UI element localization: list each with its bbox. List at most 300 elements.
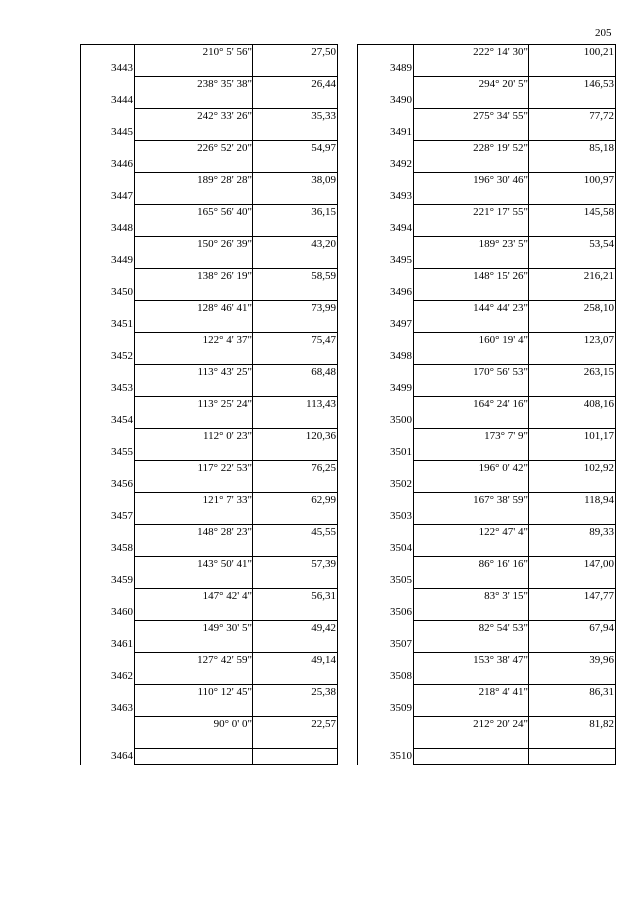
length-cell <box>253 173 337 205</box>
length-cell <box>529 685 615 717</box>
table-row <box>358 173 615 205</box>
table-row <box>81 333 337 365</box>
length-value: 58,59 <box>311 270 336 282</box>
angle-cell <box>135 461 253 493</box>
point-cell <box>358 461 414 493</box>
angle-cell <box>135 141 253 173</box>
page-number: 205 <box>595 27 612 39</box>
length-value: 120,36 <box>305 430 336 442</box>
point-number: 3489 <box>390 62 412 74</box>
table-row <box>81 653 337 685</box>
length-value: 216,21 <box>583 270 614 282</box>
length-cell <box>253 493 337 525</box>
point-cell <box>81 173 135 205</box>
angle-cell <box>135 237 253 269</box>
length-cell <box>253 461 337 493</box>
length-cell <box>253 237 337 269</box>
table-row <box>358 141 615 173</box>
point-number: 3493 <box>390 190 412 202</box>
table-row <box>358 589 615 621</box>
angle-value: 149° 30' 5" <box>202 622 252 634</box>
angle-value: 138° 26' 19" <box>197 270 252 282</box>
point-number: 3505 <box>390 574 412 586</box>
angle-value: 189° 28' 28" <box>197 174 252 186</box>
length-cell <box>529 77 615 109</box>
angle-value: 148° 28' 23" <box>197 526 252 538</box>
length-value: 54,97 <box>311 142 336 154</box>
point-cell <box>81 717 135 749</box>
point-number: 3500 <box>390 414 412 426</box>
table-row <box>358 301 615 333</box>
point-number: 3496 <box>390 286 412 298</box>
angle-value: 226° 52' 20" <box>197 142 252 154</box>
table-row <box>81 173 337 205</box>
length-cell <box>529 109 615 141</box>
angle-value: 196° 0' 42" <box>478 462 528 474</box>
table-row <box>81 365 337 397</box>
point-number: 3508 <box>390 670 412 682</box>
point-cell <box>81 557 135 589</box>
angle-cell <box>414 365 529 397</box>
length-value: 43,20 <box>311 238 336 250</box>
angle-value: 83° 3' 15" <box>484 590 528 602</box>
angle-value: 122° 4' 37" <box>202 334 252 346</box>
point-number: 3510 <box>390 750 412 762</box>
angle-cell <box>135 397 253 429</box>
point-number: 3452 <box>111 350 133 362</box>
length-cell <box>529 525 615 557</box>
length-value: 53,54 <box>589 238 614 250</box>
table-row <box>81 301 337 333</box>
point-cell <box>81 205 135 237</box>
length-value: 102,92 <box>583 462 614 474</box>
point-number: 3499 <box>390 382 412 394</box>
point-number: 3498 <box>390 350 412 362</box>
angle-cell <box>414 269 529 301</box>
angle-cell <box>135 749 253 765</box>
length-value: 89,33 <box>589 526 614 538</box>
point-number: 3451 <box>111 318 133 330</box>
length-cell <box>253 301 337 333</box>
length-value: 147,00 <box>583 558 614 570</box>
point-cell <box>81 653 135 685</box>
table-row <box>81 493 337 525</box>
length-value: 85,18 <box>589 142 614 154</box>
angle-cell <box>135 717 253 749</box>
point-cell <box>358 525 414 557</box>
point-cell <box>81 109 135 141</box>
point-number: 3455 <box>111 446 133 458</box>
angle-value: 90° 0' 0" <box>213 718 252 730</box>
point-cell <box>81 301 135 333</box>
angle-cell <box>414 525 529 557</box>
angle-cell <box>135 429 253 461</box>
length-cell <box>529 653 615 685</box>
point-number: 3458 <box>111 542 133 554</box>
length-value: 263,15 <box>583 366 614 378</box>
table-row <box>358 397 615 429</box>
angle-value: 86° 16' 16" <box>478 558 528 570</box>
length-value: 45,55 <box>311 526 336 538</box>
angle-value: 210° 5' 56" <box>202 46 252 58</box>
table-row <box>358 557 615 589</box>
angle-cell <box>135 205 253 237</box>
angle-cell <box>135 269 253 301</box>
length-cell <box>529 141 615 173</box>
point-number: 3450 <box>111 286 133 298</box>
point-number: 3457 <box>111 510 133 522</box>
length-cell <box>529 301 615 333</box>
point-number: 3507 <box>390 638 412 650</box>
length-cell <box>529 429 615 461</box>
angle-value: 189° 23' 5" <box>478 238 528 250</box>
length-value: 258,10 <box>583 302 614 314</box>
point-number: 3460 <box>111 606 133 618</box>
length-value: 81,82 <box>589 718 614 730</box>
point-cell <box>81 429 135 461</box>
point-cell <box>358 301 414 333</box>
length-value: 67,94 <box>589 622 614 634</box>
point-cell <box>358 269 414 301</box>
angle-cell <box>414 301 529 333</box>
table-row <box>358 77 615 109</box>
point-cell <box>81 269 135 301</box>
point-number: 3490 <box>390 94 412 106</box>
right-coordinates-table <box>357 44 616 765</box>
length-cell <box>529 205 615 237</box>
angle-cell <box>414 717 529 749</box>
angle-value: 113° 25' 24" <box>197 398 252 410</box>
point-number: 3453 <box>111 382 133 394</box>
table-row <box>358 269 615 301</box>
angle-value: 153° 38' 47" <box>473 654 528 666</box>
table-row <box>358 525 615 557</box>
angle-cell <box>414 461 529 493</box>
angle-value: 144° 44' 23" <box>473 302 528 314</box>
angle-value: 147° 42' 4" <box>202 590 252 602</box>
length-value: 147,77 <box>583 590 614 602</box>
angle-cell <box>135 173 253 205</box>
length-cell <box>529 717 615 749</box>
table-row <box>358 461 615 493</box>
angle-value: 212° 20' 24" <box>473 718 528 730</box>
point-cell <box>358 685 414 717</box>
angle-cell <box>414 429 529 461</box>
point-number: 3464 <box>111 750 133 762</box>
table-row <box>81 685 337 717</box>
table-row <box>358 621 615 653</box>
length-value: 100,97 <box>583 174 614 186</box>
angle-value: 294° 20' 5" <box>478 78 528 90</box>
angle-cell <box>135 525 253 557</box>
angle-value: 242° 33' 26" <box>197 110 252 122</box>
point-cell <box>358 333 414 365</box>
angle-cell <box>135 301 253 333</box>
table-row <box>81 269 337 301</box>
point-number: 3443 <box>111 62 133 74</box>
point-number: 3506 <box>390 606 412 618</box>
angle-cell <box>135 493 253 525</box>
length-value: 62,99 <box>311 494 336 506</box>
table-row <box>358 205 615 237</box>
length-cell <box>253 109 337 141</box>
angle-cell <box>414 77 529 109</box>
point-cell <box>81 493 135 525</box>
length-value: 75,47 <box>311 334 336 346</box>
angle-cell <box>414 589 529 621</box>
angle-value: 238° 35' 38" <box>197 78 252 90</box>
point-cell <box>358 45 414 77</box>
point-cell <box>81 141 135 173</box>
left-coordinates-table <box>80 44 338 765</box>
table-row <box>358 493 615 525</box>
length-value: 118,94 <box>584 494 614 506</box>
point-cell <box>358 589 414 621</box>
length-cell <box>529 557 615 589</box>
point-number: 3447 <box>111 190 133 202</box>
length-cell <box>529 589 615 621</box>
length-value: 26,44 <box>311 78 336 90</box>
length-cell <box>529 173 615 205</box>
table-row <box>81 109 337 141</box>
length-value: 145,58 <box>583 206 614 218</box>
table-row <box>81 589 337 621</box>
point-cell <box>358 557 414 589</box>
angle-value: 222° 14' 30" <box>473 46 528 58</box>
point-cell <box>358 717 414 749</box>
angle-cell <box>414 333 529 365</box>
length-cell <box>253 141 337 173</box>
point-number: 3445 <box>111 126 133 138</box>
length-value: 73,99 <box>311 302 336 314</box>
angle-cell <box>414 173 529 205</box>
point-cell <box>358 621 414 653</box>
length-value: 101,17 <box>583 430 614 442</box>
point-cell <box>81 397 135 429</box>
length-value: 25,38 <box>311 686 336 698</box>
table-row <box>358 365 615 397</box>
table-end-row <box>81 749 337 765</box>
point-cell <box>358 237 414 269</box>
table-row <box>81 429 337 461</box>
length-cell <box>529 493 615 525</box>
length-cell <box>253 557 337 589</box>
point-cell <box>81 589 135 621</box>
length-cell <box>529 749 615 765</box>
angle-cell <box>135 77 253 109</box>
length-value: 49,42 <box>311 622 336 634</box>
table-row <box>81 237 337 269</box>
angle-value: 218° 4' 41" <box>478 686 528 698</box>
angle-cell <box>414 749 529 765</box>
length-cell <box>253 333 337 365</box>
point-number: 3449 <box>111 254 133 266</box>
length-value: 35,33 <box>311 110 336 122</box>
length-value: 38,09 <box>311 174 336 186</box>
length-cell <box>253 77 337 109</box>
length-value: 408,16 <box>583 398 614 410</box>
table-row <box>81 397 337 429</box>
length-value: 146,53 <box>583 78 614 90</box>
table-row <box>358 109 615 141</box>
angle-value: 110° 12' 45" <box>197 686 252 698</box>
point-cell <box>81 525 135 557</box>
point-number: 3509 <box>390 702 412 714</box>
length-value: 36,15 <box>311 206 336 218</box>
length-cell <box>253 589 337 621</box>
point-number: 3448 <box>111 222 133 234</box>
point-cell <box>358 109 414 141</box>
table-end-row <box>358 749 615 765</box>
length-cell <box>529 45 615 77</box>
table-row <box>358 429 615 461</box>
length-cell <box>253 621 337 653</box>
length-value: 68,48 <box>311 366 336 378</box>
point-number: 3492 <box>390 158 412 170</box>
point-cell <box>81 461 135 493</box>
angle-value: 170° 56' 53" <box>473 366 528 378</box>
length-value: 123,07 <box>583 334 614 346</box>
point-number: 3495 <box>390 254 412 266</box>
table-row <box>358 653 615 685</box>
length-cell <box>253 205 337 237</box>
angle-value: 113° 43' 25" <box>197 366 252 378</box>
table-row <box>81 525 337 557</box>
point-number: 3494 <box>390 222 412 234</box>
point-cell <box>358 749 414 765</box>
point-cell <box>81 365 135 397</box>
length-cell <box>253 653 337 685</box>
table-row <box>81 141 337 173</box>
length-value: 27,50 <box>311 46 336 58</box>
angle-value: 221° 17' 55" <box>473 206 528 218</box>
length-cell <box>529 621 615 653</box>
angle-value: 160° 19' 4" <box>478 334 528 346</box>
point-number: 3491 <box>390 126 412 138</box>
length-cell <box>253 749 337 765</box>
table-row <box>81 205 337 237</box>
angle-cell <box>135 109 253 141</box>
table-row <box>358 237 615 269</box>
point-cell <box>81 621 135 653</box>
angle-value: 275° 34' 55" <box>473 110 528 122</box>
point-number: 3446 <box>111 158 133 170</box>
table-row <box>358 717 615 749</box>
length-cell <box>529 237 615 269</box>
angle-value: 164° 24' 16" <box>473 398 528 410</box>
table-row <box>81 621 337 653</box>
length-value: 76,25 <box>311 462 336 474</box>
angle-value: 150° 26' 39" <box>197 238 252 250</box>
table-row <box>358 333 615 365</box>
point-number: 3456 <box>111 478 133 490</box>
length-cell <box>253 269 337 301</box>
point-cell <box>358 365 414 397</box>
length-cell <box>253 685 337 717</box>
angle-value: 167° 38' 59" <box>473 494 528 506</box>
angle-cell <box>414 557 529 589</box>
length-value: 113,43 <box>306 398 336 410</box>
table-row <box>358 685 615 717</box>
angle-cell <box>414 397 529 429</box>
point-number: 3461 <box>111 638 133 650</box>
angle-cell <box>414 237 529 269</box>
point-number: 3504 <box>390 542 412 554</box>
length-cell <box>253 429 337 461</box>
point-cell <box>81 77 135 109</box>
length-cell <box>253 397 337 429</box>
point-number: 3454 <box>111 414 133 426</box>
point-number: 3502 <box>390 478 412 490</box>
length-cell <box>529 269 615 301</box>
angle-value: 148° 15' 26" <box>473 270 528 282</box>
angle-value: 82° 54' 53" <box>478 622 528 634</box>
point-cell <box>81 685 135 717</box>
point-cell <box>358 653 414 685</box>
point-cell <box>358 429 414 461</box>
table-row <box>81 77 337 109</box>
angle-value: 228° 19' 52" <box>473 142 528 154</box>
angle-value: 117° 22' 53" <box>197 462 252 474</box>
angle-cell <box>414 653 529 685</box>
angle-cell <box>414 141 529 173</box>
point-number: 3463 <box>111 702 133 714</box>
angle-value: 121° 7' 33" <box>202 494 252 506</box>
point-cell <box>81 333 135 365</box>
angle-cell <box>135 685 253 717</box>
angle-cell <box>135 365 253 397</box>
length-value: 86,31 <box>589 686 614 698</box>
point-cell <box>358 397 414 429</box>
length-cell <box>529 333 615 365</box>
angle-value: 173° 7' 9" <box>484 430 528 442</box>
angle-value: 128° 46' 41" <box>197 302 252 314</box>
length-value: 39,96 <box>589 654 614 666</box>
point-cell <box>81 749 135 765</box>
table-row <box>81 717 337 749</box>
length-cell <box>529 461 615 493</box>
length-value: 56,31 <box>311 590 336 602</box>
angle-cell <box>135 557 253 589</box>
table-row <box>81 45 337 77</box>
point-number: 3497 <box>390 318 412 330</box>
angle-value: 143° 50' 41" <box>197 558 252 570</box>
table-row <box>81 461 337 493</box>
point-number: 3462 <box>111 670 133 682</box>
point-cell <box>358 141 414 173</box>
length-value: 57,39 <box>311 558 336 570</box>
angle-value: 112° 0' 23" <box>203 430 252 442</box>
length-value: 100,21 <box>583 46 614 58</box>
length-cell <box>253 717 337 749</box>
angle-cell <box>135 589 253 621</box>
angle-cell <box>414 621 529 653</box>
length-cell <box>253 45 337 77</box>
point-cell <box>81 45 135 77</box>
angle-cell <box>135 45 253 77</box>
point-number: 3503 <box>390 510 412 522</box>
angle-value: 122° 47' 4" <box>478 526 528 538</box>
point-number: 3444 <box>111 94 133 106</box>
length-value: 77,72 <box>589 110 614 122</box>
point-cell <box>81 237 135 269</box>
angle-cell <box>135 653 253 685</box>
table-row <box>81 557 337 589</box>
angle-value: 165° 56' 40" <box>197 206 252 218</box>
point-cell <box>358 493 414 525</box>
point-cell <box>358 205 414 237</box>
angle-cell <box>135 621 253 653</box>
